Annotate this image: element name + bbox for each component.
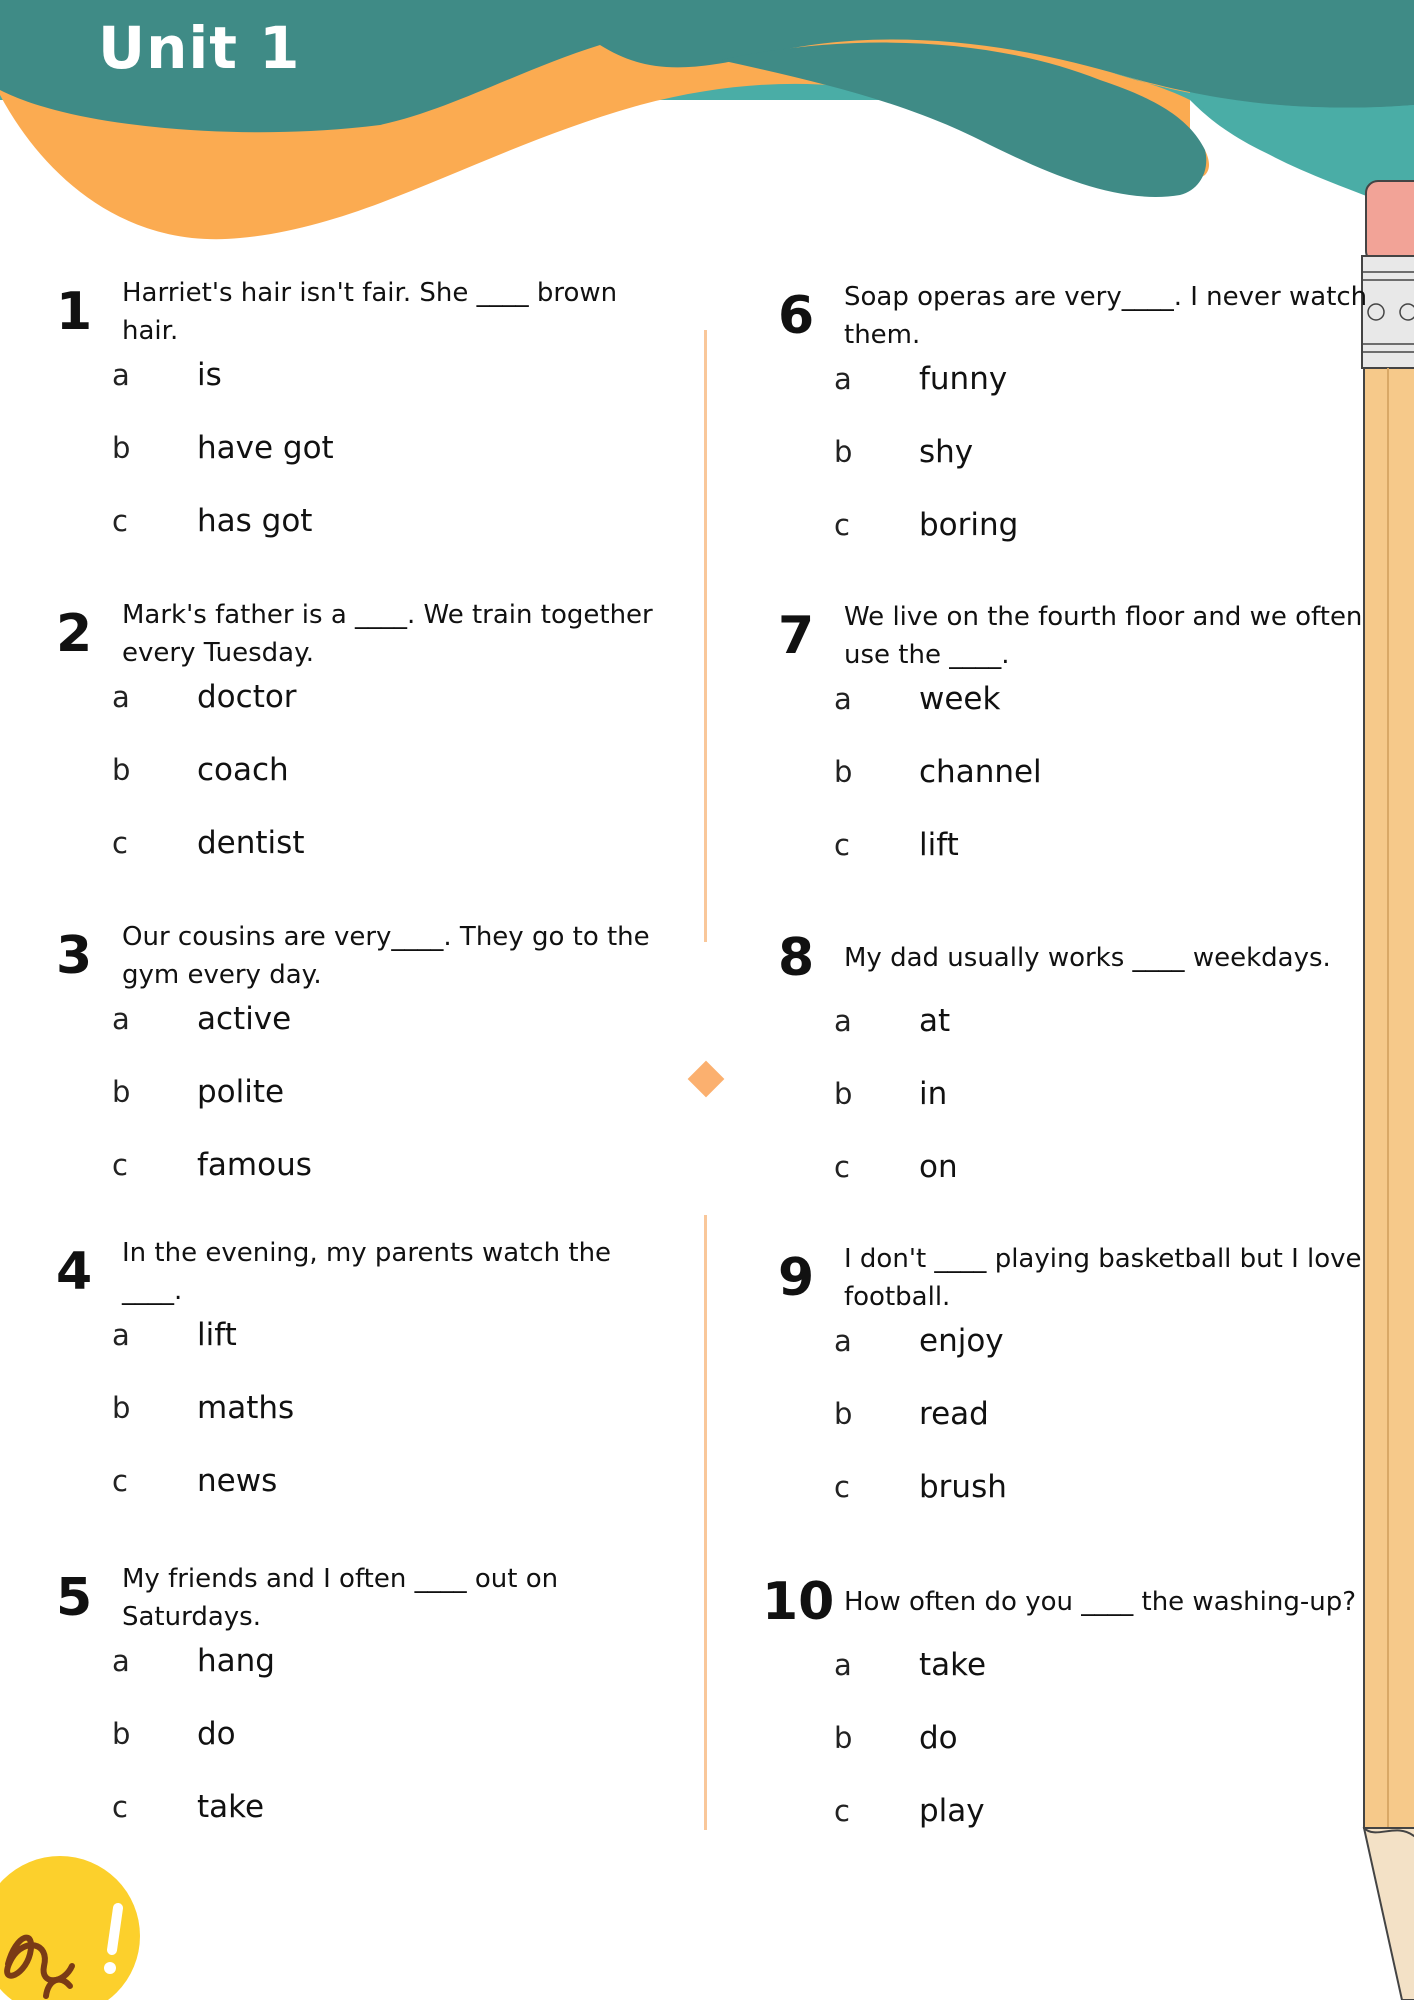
option-text: week: [919, 681, 1001, 717]
answer-option-b[interactable]: [112, 750, 512, 790]
question-number: 4: [56, 1242, 93, 1302]
answer-option-a[interactable]: [834, 1001, 1234, 1041]
question-6: [778, 266, 1398, 566]
answer-option-c[interactable]: [112, 1461, 512, 1501]
option-letter: b: [112, 1717, 131, 1751]
option-letter: a: [834, 682, 852, 716]
option-letter: a: [112, 680, 130, 714]
option-letter: a: [112, 1318, 130, 1352]
question-9: [778, 1228, 1398, 1528]
question-number: 1: [56, 282, 93, 342]
question-number: 5: [56, 1568, 93, 1628]
option-letter: c: [834, 828, 850, 862]
option-letter: a: [112, 1644, 130, 1678]
question-text: Our cousins are very____. They go to the gym every day.: [122, 922, 650, 990]
question-3: [56, 906, 676, 1206]
option-letter: a: [112, 358, 130, 392]
question-10: [762, 1552, 1382, 1852]
option-letter: c: [834, 1794, 850, 1828]
option-letter: a: [834, 1324, 852, 1358]
option-letter: c: [112, 504, 128, 538]
question-number: 10: [762, 1572, 835, 1632]
option-text: brush: [919, 1469, 1007, 1505]
option-text: dentist: [197, 825, 305, 861]
column-divider-bottom: [704, 1215, 707, 1830]
option-text: channel: [919, 754, 1042, 790]
question-text: In the evening, my parents watch the ____.: [122, 1238, 612, 1306]
option-text: do: [919, 1720, 958, 1756]
question-text: How often do you ____ the washing-up?: [844, 1587, 1357, 1617]
answer-option-a[interactable]: [112, 677, 512, 717]
question-number: 2: [56, 604, 93, 664]
option-text: take: [919, 1647, 987, 1683]
answer-option-a[interactable]: [834, 359, 1234, 399]
answer-option-c[interactable]: [834, 825, 1234, 865]
answer-option-a[interactable]: [834, 679, 1234, 719]
option-text: doctor: [197, 679, 297, 715]
column-divider-top: [704, 330, 707, 942]
answer-option-a[interactable]: [112, 999, 512, 1039]
question-text: We live on the fourth floor and we often use the ____.: [844, 602, 1363, 670]
option-letter: a: [834, 1648, 852, 1682]
answer-option-b[interactable]: [834, 432, 1234, 472]
option-text: active: [197, 1001, 292, 1037]
answer-option-c[interactable]: [834, 1147, 1234, 1187]
option-text: is: [197, 357, 222, 393]
question-text: I don't ____ playing basketball but I love football.: [844, 1244, 1362, 1312]
option-text: in: [919, 1076, 948, 1112]
answer-option-a[interactable]: [112, 1315, 512, 1355]
option-letter: a: [834, 362, 852, 396]
answer-option-c[interactable]: [112, 501, 512, 541]
answer-option-c[interactable]: [834, 505, 1234, 545]
question-text: Mark's father is a ____. We train together every Tuesday.: [122, 600, 653, 668]
question-number: 6: [778, 286, 815, 346]
option-text: has got: [197, 503, 313, 539]
option-text: funny: [919, 361, 1008, 397]
option-text: lift: [919, 827, 959, 863]
question-number: 3: [56, 926, 93, 986]
option-letter: b: [112, 431, 131, 465]
option-text: lift: [197, 1317, 237, 1353]
option-text: shy: [919, 434, 974, 470]
question-text: My dad usually works ____ weekdays.: [844, 943, 1331, 973]
question-number: 8: [778, 928, 815, 988]
answer-option-b[interactable]: [112, 1714, 512, 1754]
answer-option-c[interactable]: [112, 1787, 512, 1827]
question-2: [56, 584, 676, 884]
question-number: 7: [778, 606, 815, 666]
option-letter: c: [834, 1470, 850, 1504]
answer-option-b[interactable]: [112, 1388, 512, 1428]
answer-option-c[interactable]: [834, 1467, 1234, 1507]
option-letter: c: [112, 1464, 128, 1498]
answer-option-b[interactable]: [112, 1072, 512, 1112]
answer-option-a[interactable]: [834, 1321, 1234, 1361]
answer-option-b[interactable]: [834, 752, 1234, 792]
option-letter: a: [834, 1004, 852, 1038]
page-title: Unit 1: [98, 14, 301, 82]
question-text: Harriet's hair isn't fair. She ____ brown hair.: [122, 278, 618, 346]
question-4: [56, 1222, 676, 1522]
option-text: enjoy: [919, 1323, 1004, 1359]
option-letter: c: [112, 1790, 128, 1824]
option-letter: c: [112, 1148, 128, 1182]
option-letter: a: [112, 1002, 130, 1036]
option-text: do: [197, 1716, 236, 1752]
answer-option-b[interactable]: [834, 1074, 1234, 1114]
answer-option-c[interactable]: [834, 1791, 1234, 1831]
option-letter: b: [834, 1077, 853, 1111]
question-5: [56, 1548, 676, 1848]
answer-option-a[interactable]: [834, 1645, 1234, 1685]
option-text: maths: [197, 1390, 295, 1426]
question-text: My friends and I often ____ out on Saturdays.: [122, 1564, 559, 1632]
option-text: play: [919, 1793, 985, 1829]
option-letter: c: [112, 826, 128, 860]
question-number: 9: [778, 1248, 815, 1308]
option-text: take: [197, 1789, 265, 1825]
option-text: at: [919, 1003, 951, 1039]
option-letter: c: [834, 1150, 850, 1184]
option-letter: b: [834, 1397, 853, 1431]
option-text: polite: [197, 1074, 285, 1110]
option-text: have got: [197, 430, 334, 466]
answer-option-a[interactable]: [112, 355, 512, 395]
answer-option-b[interactable]: [834, 1394, 1234, 1434]
option-letter: b: [112, 1075, 131, 1109]
option-letter: b: [834, 755, 853, 789]
option-text: news: [197, 1463, 278, 1499]
option-text: famous: [197, 1147, 312, 1183]
answer-option-b[interactable]: [112, 428, 512, 468]
option-letter: b: [834, 435, 853, 469]
answer-option-c[interactable]: [112, 1145, 512, 1185]
answer-option-a[interactable]: [112, 1641, 512, 1681]
diamond-ornament: [688, 1061, 725, 1098]
lightbulb-icon: [0, 1846, 142, 2000]
answer-option-b[interactable]: [834, 1718, 1234, 1758]
option-text: hang: [197, 1643, 275, 1679]
option-letter: b: [834, 1721, 853, 1755]
answer-option-c[interactable]: [112, 823, 512, 863]
option-text: read: [919, 1396, 989, 1432]
option-text: on: [919, 1149, 958, 1185]
option-text: boring: [919, 507, 1019, 543]
question-text: Soap operas are very____. I never watch them.: [844, 282, 1368, 350]
option-letter: b: [112, 1391, 131, 1425]
option-text: coach: [197, 752, 289, 788]
question-7: [778, 586, 1398, 886]
option-letter: b: [112, 753, 131, 787]
question-1: [56, 262, 676, 562]
question-8: [778, 908, 1398, 1208]
option-letter: c: [834, 508, 850, 542]
